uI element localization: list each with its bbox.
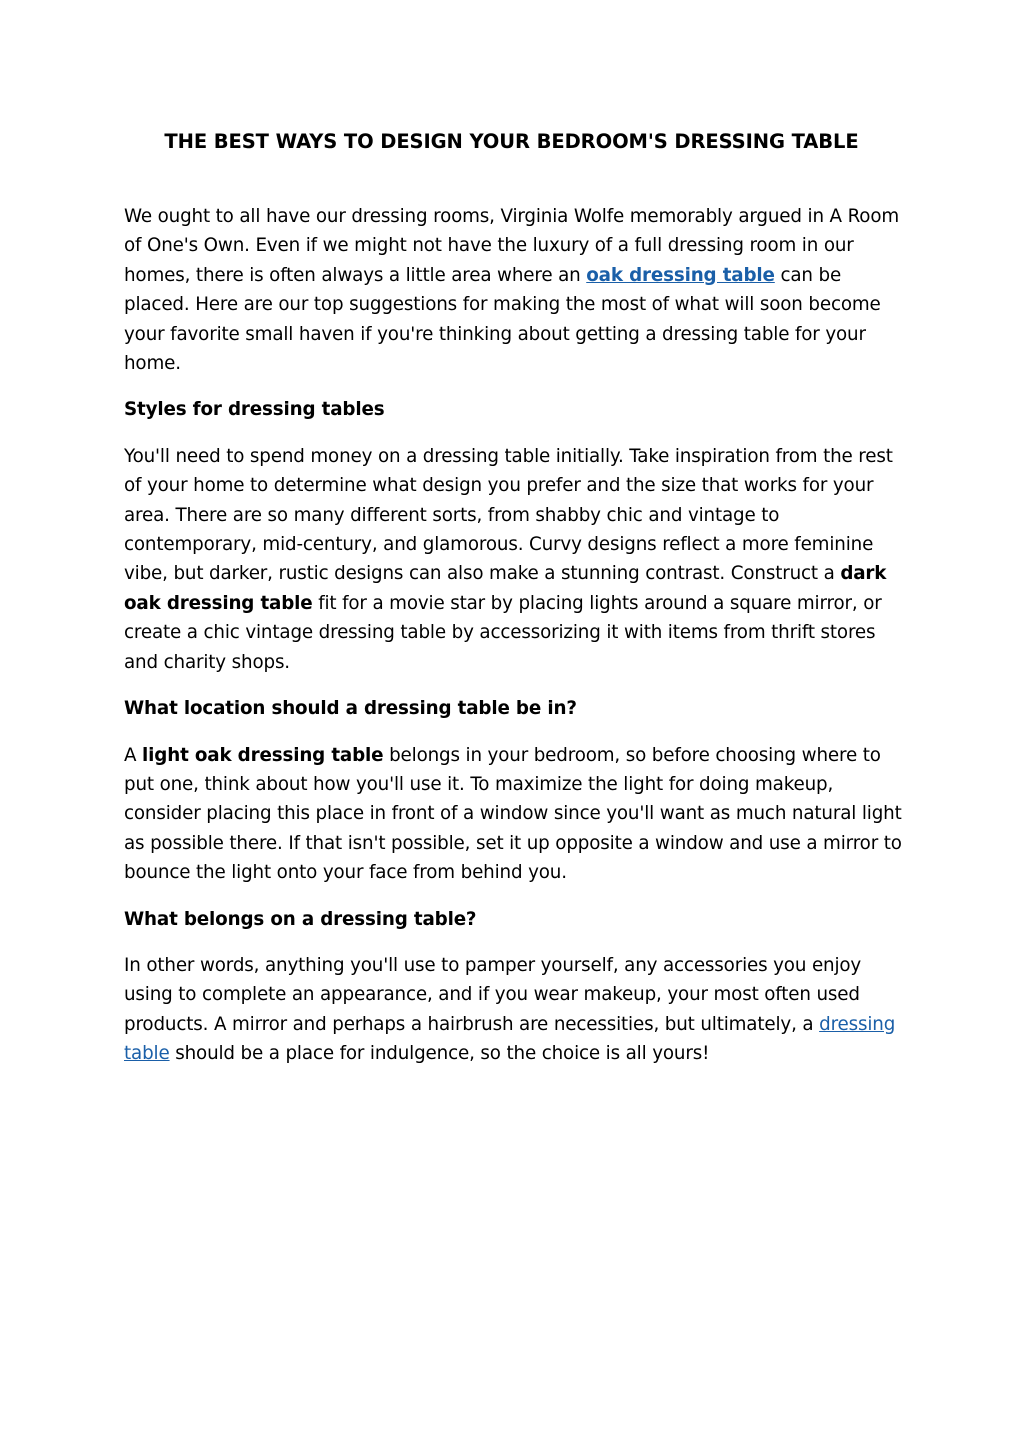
location-text-start: A — [124, 744, 143, 766]
section-heading-location: What location should a dressing table be in? — [124, 698, 577, 720]
belongs-paragraph — [124, 951, 908, 1069]
styles-paragraph — [124, 442, 908, 677]
section-heading-belongs: What belongs on a dressing table? — [124, 908, 477, 930]
styles-text-end: fit for a movie star by placing lights around a square mirror, or create a chic vintage dressing table by accessorizing it with items from thrift stores and charity shops. — [124, 592, 882, 673]
belongs-text-start: In other words, anything you'll use to pamper yourself, any accessories you enjoy using to complete an appearance, and if you wear makeup, your most often used products. A mirror and perhaps a hairbrush are necessities, but ultimately, a — [124, 954, 862, 1035]
belongs-text-end: should be a place for indulgence, so the choice is all yours! — [169, 1043, 710, 1065]
dark-oak-dressing-table-bold: dark oak dressing table — [124, 563, 887, 614]
intro-paragraph — [124, 202, 908, 378]
location-text-end: belongs in your bedroom, so before choosing where to put one, think about how you'll use it. To maximize the light for doing makeup, consider placing this place in front of a window since you'll want as much natural light as possible there. If that isn't possible, set it up opposite a window and use a mirror to bounce the light onto your face from behind you. — [124, 744, 902, 884]
intro-text-start: We ought to all have our dressing rooms, Virginia Wolfe memorably argued in A Room of One's Own. Even if we might not have the luxury of a full dressing room in our homes, there is often always a little area where an — [124, 206, 900, 286]
document-title: THE BEST WAYS TO DESIGN YOUR BEDROOM'S DRESSING TABLE — [164, 130, 859, 153]
intro-text-end: can be placed. Here are our top suggestions for making the most of what will soon become your favorite small haven if you're thinking about getting a dressing table for your home. — [124, 264, 881, 375]
styles-text-start: You'll need to spend money on a dressing table initially. Take inspiration from the rest of your home to determine what design you prefer and the size that works for your area. There are so many different sorts, from shabby chic and vintage to contemporary, mid-century, and glamorous. Curvy designs reflect a more feminine vibe, but darker, rustic designs can also make a stunning contrast. Construct a — [124, 445, 893, 585]
section-heading-styles: Styles for dressing tables — [124, 399, 385, 421]
oak-dressing-table-link[interactable]: oak dressing table — [586, 264, 775, 286]
dressing-table-link[interactable]: dressing table — [124, 1013, 896, 1065]
document-body — [124, 202, 908, 1069]
location-paragraph — [124, 741, 908, 888]
light-oak-dressing-table-bold: light oak dressing table — [142, 744, 384, 766]
